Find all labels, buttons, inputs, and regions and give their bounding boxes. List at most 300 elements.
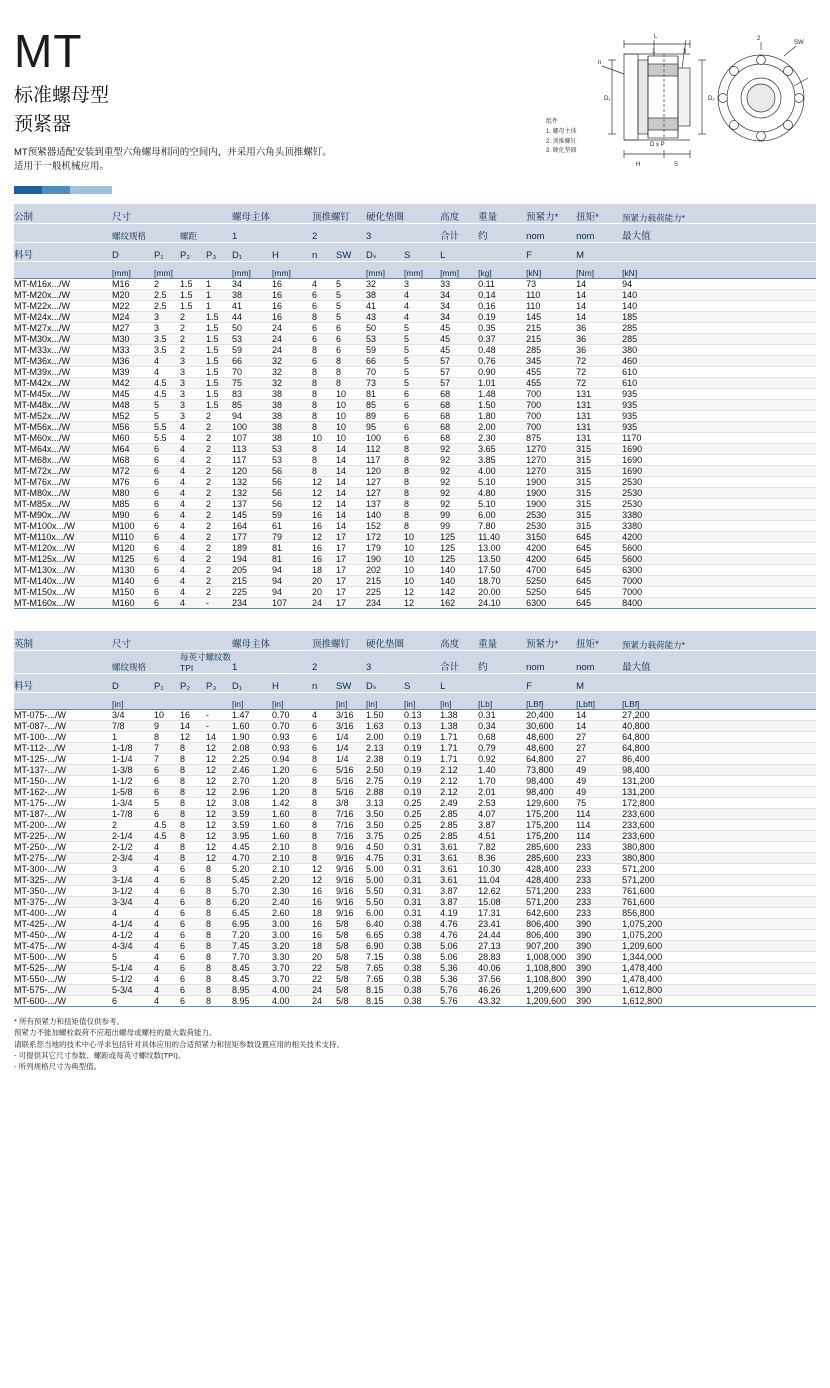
table_imperial-cell: 3.87 [440,886,478,897]
table-row[interactable] [14,543,816,554]
table_metric-cell: 3380 [622,510,816,521]
ih-capacity: 预紧力载荷能力* [622,631,816,651]
table_metric-cell: 8 [312,345,336,356]
table-row[interactable] [14,710,816,721]
table-row[interactable] [14,565,816,576]
table_metric-cell: 164 [232,521,272,532]
table-row[interactable] [14,809,816,820]
table_metric-cell: 225 [232,587,272,598]
table_imperial-cell: 1.60 [272,820,312,831]
table_metric-cell: M45 [112,389,154,400]
metric-table-wrapper [14,204,816,609]
table_imperial-cell: 2.49 [440,798,478,809]
table_metric-cell: MT-M30x.../W [14,334,112,345]
mh3-n: n [312,243,336,262]
mh3-SW: SW [336,243,366,262]
table-row[interactable] [14,345,816,356]
table_imperial-cell: 64,800 [622,743,816,754]
table_imperial-cell: 30,600 [526,721,576,732]
table-row[interactable] [14,411,816,422]
ih2-max: 最大值 [622,651,816,674]
table_imperial-cell: 6.00 [366,908,404,919]
table_imperial-cell: MT-187-.../W [14,809,112,820]
table_imperial-cell: 3.87 [440,897,478,908]
table-row[interactable] [14,510,816,521]
table_imperial-cell: 4 [154,875,180,886]
table_metric-cell: 6 [154,587,180,598]
table-row[interactable] [14,952,816,963]
table_imperial-cell: 3.70 [272,963,312,974]
footnote-line: - 可提供其它尺寸参数、螺距或每英寸螺纹数(TPI)。 [14,1050,186,1060]
table_imperial-cell: 428,400 [526,875,576,886]
table_imperial-cell: 7.45 [232,941,272,952]
table_metric-cell: MT-M130x.../W [14,565,112,576]
table_metric-cell: 72 [576,367,622,378]
table-row[interactable] [14,290,816,301]
table-row[interactable] [14,587,816,598]
table_imperial-cell: 0.19 [404,765,440,776]
table_metric-cell: 0.48 [478,345,526,356]
table_metric-cell: 3 [180,400,206,411]
table_metric-cell: 14 [336,477,366,488]
table_metric-cell: M60 [112,433,154,444]
table_metric-cell: 36 [576,345,622,356]
table-row[interactable] [14,521,816,532]
table_imperial-cell: 5 [154,798,180,809]
table_imperial-cell: 3.61 [440,853,478,864]
table_metric-cell: MT-M56x.../W [14,422,112,433]
ih2-2: 2 [312,651,366,674]
table_metric-cell: 3.5 [154,345,180,356]
table-row[interactable] [14,301,816,312]
table_imperial-cell: MT-600-.../W [14,996,112,1007]
ih3-Ds: Dₛ [366,674,404,693]
table_imperial-cell: 24 [312,996,336,1007]
table_metric-cell: 5 [404,378,440,389]
table_metric-cell: 120 [366,466,404,477]
table_imperial-cell: 6 [180,875,206,886]
table_imperial-cell: 1-7/8 [112,809,154,820]
mh2-approx: 约 [478,224,526,243]
table_imperial-cell: 4.75 [366,853,404,864]
table-row[interactable] [14,488,816,499]
table_imperial-cell: MT-275-.../W [14,853,112,864]
table-row[interactable] [14,378,816,389]
table_metric-cell: 18.70 [478,576,526,587]
table-row[interactable] [14,831,816,842]
table_imperial-cell: 12 [206,842,232,853]
table_imperial-cell: 9/16 [336,853,366,864]
table_metric-cell: 68 [440,389,478,400]
page-subtitle-2: 预紧器 [14,114,72,135]
table-row[interactable] [14,400,816,411]
table_metric-cell: M24 [112,312,154,323]
table-row[interactable] [14,444,816,455]
table_imperial-cell: 0.31 [404,853,440,864]
table_imperial-cell: 20,400 [526,710,576,721]
table_imperial-cell: 8 [180,787,206,798]
table_metric-cell: - [206,598,232,609]
table_metric-cell: 700 [526,389,576,400]
table_imperial-cell: 0.19 [404,754,440,765]
table_metric-cell: 315 [576,499,622,510]
table-row[interactable] [14,732,816,743]
table-row[interactable] [14,598,816,609]
table_metric-cell: 6 [154,510,180,521]
table_imperial-cell: 1,209,600 [622,941,816,952]
table_imperial-cell: 3.61 [440,842,478,853]
table_imperial-cell: 2-1/2 [112,842,154,853]
ih-system: 英制 [14,631,112,651]
table_imperial-cell: 2.12 [440,765,478,776]
table_metric-cell: MT-M72x.../W [14,466,112,477]
table_metric-cell: 12 [404,598,440,609]
table_metric-cell: MT-M160x.../W [14,598,112,609]
table-row[interactable] [14,996,816,1007]
ih4-p3u [206,693,232,710]
table_imperial-cell: 2.25 [232,754,272,765]
table-row[interactable] [14,455,816,466]
ih2-blank [14,651,112,674]
table_metric-cell: 68 [440,400,478,411]
table_metric-cell: 4 [180,499,206,510]
table_imperial-cell: 4-1/4 [112,919,154,930]
table-row[interactable] [14,367,816,378]
table_imperial-cell: 27 [576,743,622,754]
dim-label-n: n [598,60,602,66]
table_imperial-cell: MT-100-.../W [14,732,112,743]
table-row[interactable] [14,499,816,510]
table_metric-cell: 10 [404,565,440,576]
table_imperial-cell: 1.20 [272,776,312,787]
table_metric-cell: 79 [272,532,312,543]
table_metric-cell: 6 [154,477,180,488]
table_imperial-cell: 6 [112,996,154,1007]
table_metric-cell: 10 [312,433,336,444]
table-row[interactable] [14,798,816,809]
table_imperial-cell: 2.13 [366,743,404,754]
table_metric-cell: M80 [112,488,154,499]
mh-washer: 硬化垫圈 [366,204,440,224]
table_metric-cell: 3 [180,367,206,378]
table_metric-cell: 38 [366,290,404,301]
ih4-p1u [154,693,180,710]
table_imperial-cell: 12 [312,864,336,875]
table-row[interactable] [14,985,816,996]
table_metric-cell: 152 [366,521,404,532]
table_metric-cell: 6300 [526,598,576,609]
table-row[interactable] [14,919,816,930]
table-row[interactable] [14,754,816,765]
table_metric-cell: 38 [272,433,312,444]
mh4-blank [14,262,112,279]
table_metric-cell: 2 [206,587,232,598]
table_imperial-cell: 3.95 [232,831,272,842]
table_metric-cell: 24 [272,345,312,356]
table-row[interactable] [14,721,816,732]
mh2-nom1: nom [526,224,576,243]
table_imperial-cell: 3-3/4 [112,897,154,908]
table_metric-cell: 125 [440,543,478,554]
table-row[interactable] [14,963,816,974]
table_imperial-cell: MT-087-.../W [14,721,112,732]
mh4-S-unit: [mm] [404,262,440,279]
table_imperial-cell: 3.08 [232,798,272,809]
table_metric-cell: M160 [112,598,154,609]
table_metric-cell: 57 [440,367,478,378]
table_imperial-cell: 10.30 [478,864,526,875]
table_imperial-cell: 2.46 [232,765,272,776]
table_metric-cell: 8 [404,477,440,488]
table_metric-cell: 215 [526,334,576,345]
table_imperial-cell: 2.50 [366,765,404,776]
table-row[interactable] [14,422,816,433]
table_imperial-cell: 3/16 [336,721,366,732]
table_metric-cell: 8400 [622,598,816,609]
table_imperial-cell: MT-150-.../W [14,776,112,787]
table_metric-cell: 8 [404,488,440,499]
table_imperial-cell: 5.36 [440,963,478,974]
table-row[interactable] [14,433,816,444]
table_metric-cell: 44 [232,312,272,323]
table_imperial-cell: 3.00 [272,919,312,930]
ih3-H: H [272,674,312,693]
table_metric-cell: MT-M16x.../W [14,279,112,290]
table_metric-cell: M52 [112,411,154,422]
table_imperial-cell: 7/16 [336,831,366,842]
table_metric-cell: 645 [576,532,622,543]
table-row[interactable] [14,356,816,367]
ih2-nom2: nom [576,651,622,674]
table_metric-cell: 92 [440,444,478,455]
legend-item-2: 2. 顶推螺钉 [546,138,577,145]
table_imperial-cell: 3.13 [366,798,404,809]
table_metric-cell: 20.00 [478,587,526,598]
table_imperial-cell: 0.31 [478,710,526,721]
table_metric-cell: 127 [366,477,404,488]
table_metric-cell: 140 [366,510,404,521]
page-header [14,18,816,186]
table-row[interactable] [14,554,816,565]
table_metric-cell: 8 [312,411,336,422]
table_metric-cell: 1.5 [180,279,206,290]
table_metric-cell: 45 [440,323,478,334]
table_imperial-cell: 1,478,400 [622,974,816,985]
table-row[interactable] [14,787,816,798]
table_metric-cell: M27 [112,323,154,334]
table_imperial-cell: 4 [112,908,154,919]
part-callout-1: 1 [652,49,656,55]
table_metric-cell: 1270 [526,444,576,455]
table_imperial-cell: 2.96 [232,787,272,798]
table_imperial-cell: 0.38 [404,974,440,985]
table_metric-cell: 125 [440,532,478,543]
table_imperial-cell: 8 [312,787,336,798]
table_metric-cell: 177 [232,532,272,543]
table_imperial-cell: 907,200 [526,941,576,952]
table-row[interactable] [14,477,816,488]
table_imperial-cell: MT-475-.../W [14,941,112,952]
table-row[interactable] [14,466,816,477]
diagram-svg [546,26,816,176]
table-row[interactable] [14,576,816,587]
table_metric-cell: 4.80 [478,488,526,499]
table-row[interactable] [14,334,816,345]
table-row[interactable] [14,974,816,985]
table_metric-cell: 3.5 [154,334,180,345]
table_imperial-cell: 73,800 [526,765,576,776]
table_imperial-cell: MT-575-.../W [14,985,112,996]
table_metric-cell: 68 [440,422,478,433]
table_metric-cell: 3 [404,279,440,290]
table-row[interactable] [14,897,816,908]
table_metric-cell: 53 [272,455,312,466]
table_metric-cell: 5 [336,279,366,290]
table_metric-cell: 20 [312,587,336,598]
table_imperial-cell: 0.25 [404,820,440,831]
table-row[interactable] [14,279,816,290]
table_metric-cell: 0.11 [478,279,526,290]
table-row[interactable] [14,875,816,886]
table_imperial-cell: 0.31 [404,875,440,886]
table_imperial-cell: 9/16 [336,886,366,897]
table_metric-cell: 16 [312,543,336,554]
table_metric-cell: 107 [272,598,312,609]
imperial-table-wrapper [14,631,816,1007]
table_imperial-cell: 8 [206,886,232,897]
mh2-2: 2 [312,224,366,243]
table-row[interactable] [14,842,816,853]
table_imperial-cell: 6 [180,963,206,974]
table-row[interactable] [14,864,816,875]
table_metric-cell: 645 [576,554,622,565]
table_imperial-cell: 5.20 [232,864,272,875]
table_imperial-cell: 2.12 [440,787,478,798]
table_imperial-cell: 4 [154,842,180,853]
table_metric-cell: 17 [336,598,366,609]
table_imperial-cell: 4.00 [272,985,312,996]
table-row[interactable] [14,776,816,787]
table_imperial-cell: 5/8 [336,919,366,930]
diagram-legend [546,118,577,156]
table-row[interactable] [14,886,816,897]
table_metric-cell: 61 [272,521,312,532]
table_imperial-cell: 2.20 [272,875,312,886]
table_metric-cell: 14 [336,499,366,510]
table-row[interactable] [14,323,816,334]
table_metric-cell: 73 [366,378,404,389]
imperial-table-head [14,631,816,710]
table_imperial-cell: 571,200 [526,897,576,908]
table_imperial-cell: 8.36 [478,853,526,864]
table_metric-cell: MT-M110x.../W [14,532,112,543]
table_imperial-cell: 1.42 [272,798,312,809]
table_metric-cell: 17 [336,543,366,554]
table-row[interactable] [14,312,816,323]
table_metric-cell: 112 [366,444,404,455]
imperial-table-body [14,710,816,1007]
table_imperial-cell: 233,600 [622,831,816,842]
table_metric-cell: 2 [206,433,232,444]
table-row[interactable] [14,820,816,831]
table_metric-cell: 5250 [526,587,576,598]
table_imperial-cell: 0.19 [404,732,440,743]
table_metric-cell: 5 [404,356,440,367]
table_imperial-cell: 5/8 [336,974,366,985]
table_imperial-cell: 15.08 [478,897,526,908]
table_metric-cell: 5 [154,400,180,411]
table_imperial-cell: 8 [206,974,232,985]
table_metric-cell: 5 [154,411,180,422]
ih2-thread: 螺纹规格 [112,651,180,674]
table_metric-cell: 875 [526,433,576,444]
table_metric-cell: 131 [576,422,622,433]
table_metric-cell: 4 [404,290,440,301]
table_metric-cell: 6 [154,543,180,554]
table-row[interactable] [14,743,816,754]
table_metric-cell: 140 [440,565,478,576]
table_metric-cell: 1.5 [180,290,206,301]
table-row[interactable] [14,941,816,952]
table_metric-cell: 50 [232,323,272,334]
table_metric-cell: 131 [576,389,622,400]
table-row[interactable] [14,765,816,776]
table_metric-cell: 0.19 [478,312,526,323]
table_imperial-cell: 49 [576,765,622,776]
table_imperial-cell: 0.38 [404,996,440,1007]
table-row[interactable] [14,532,816,543]
table_metric-cell: 3.65 [478,444,526,455]
table_imperial-cell: 172,800 [622,798,816,809]
table_imperial-cell: 285,600 [526,853,576,864]
mh4-kg: [kg] [478,262,526,279]
table_metric-cell: 6 [336,334,366,345]
table_metric-cell: 6.00 [478,510,526,521]
imperial-header-row-3 [14,674,816,693]
table_metric-cell: 8 [312,400,336,411]
table_metric-cell: 1.5 [206,378,232,389]
table_imperial-cell: 18 [312,908,336,919]
table-row[interactable] [14,930,816,941]
table_metric-cell: M30 [112,334,154,345]
table_imperial-cell: 2-3/4 [112,853,154,864]
table_metric-cell: 94 [232,411,272,422]
table_metric-cell: 1170 [622,433,816,444]
table_imperial-cell: 8 [312,853,336,864]
table_metric-cell: 8 [404,510,440,521]
table_metric-cell: 8 [404,466,440,477]
table_imperial-cell: 2.01 [478,787,526,798]
table_metric-cell: 0.35 [478,323,526,334]
table-row[interactable] [14,853,816,864]
table_metric-cell: 16 [312,510,336,521]
table_imperial-cell: 8 [206,996,232,1007]
table_metric-cell: 117 [232,455,272,466]
table_metric-cell: M22 [112,301,154,312]
mh-weight: 重量 [478,204,526,224]
table_imperial-cell: 7/8 [112,721,154,732]
table-row[interactable] [14,389,816,400]
table-row[interactable] [14,908,816,919]
table_imperial-cell: 1.20 [272,787,312,798]
table_imperial-cell: 24.44 [478,930,526,941]
table_metric-cell: 460 [622,356,816,367]
table_imperial-cell: 6.65 [366,930,404,941]
part-callout-3: 3 [683,49,687,55]
table_imperial-cell: 1/4 [336,754,366,765]
table_metric-cell: 455 [526,367,576,378]
table_imperial-cell: 285,600 [526,842,576,853]
